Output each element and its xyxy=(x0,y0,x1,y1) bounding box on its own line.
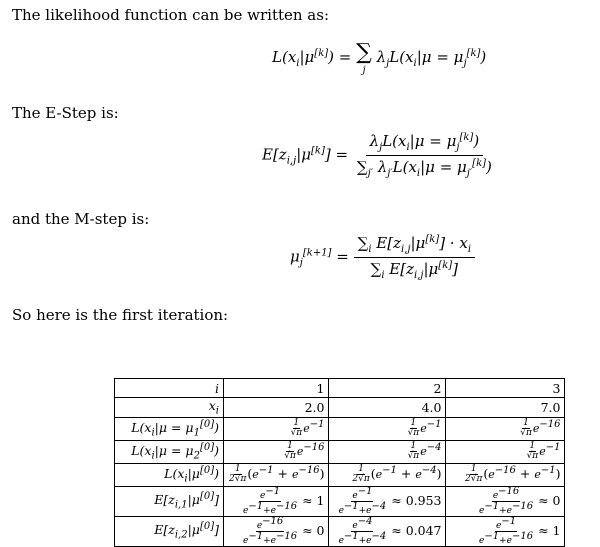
table-cell: $\frac{1}{2√\pi}$ $(e^{-16} + e^{-1})$ xyxy=(446,463,565,486)
mstep-intro: and the M-step is: xyxy=(12,210,150,228)
first-iteration-intro: So here is the first iteration: xyxy=(12,306,229,324)
table-cell: 2 xyxy=(329,379,446,398)
row-label-e2: $E[z_{i,2}|\mu[0]]$ xyxy=(115,516,224,546)
table-row xyxy=(115,486,565,516)
estep-equation: $E[z_{i,j}|\mu[k]]$ = $\frac{\lambda_jL(x_i|\mu = \mu_j^{[k]})}{\sum_{j'} \lambda_{j'}L(x_i|\mu = \mu_{j'}^{[k]})}$ xyxy=(262,132,492,179)
table-value: ≈ 0 xyxy=(302,522,325,538)
table-row xyxy=(115,440,565,463)
table-cell: $\frac{e^{-1}}{e^{-1}+e^{-16}}$ ≈ 1 xyxy=(224,486,329,516)
table-cell: $\frac{e^{-1}}{e^{-1}+e^{-16}}$ ≈ 1 xyxy=(446,516,565,546)
table-row xyxy=(115,463,565,486)
row-label-likelihood-2: $L(x_i|\mu = \mu_2[0])$ xyxy=(115,440,224,463)
table-value: ≈ 0 xyxy=(538,492,561,508)
table-cell: 7.0 xyxy=(446,398,565,418)
mstep-equation: $\mu_j[k+1]$ = $\frac{\sum_i E[z_{i,j}|\mu^{[k]}] \cdot x_i}{\sum_i E[z_{i,j}|\mu^{[k]}]}$ xyxy=(290,234,475,281)
iteration-table xyxy=(114,378,565,547)
table-value: ≈ 0.953 xyxy=(391,492,442,508)
table-cell: $\frac{1}{√\pi}$ $e^{-4}$ xyxy=(329,440,446,463)
table-cell: $\frac{1}{2√\pi}$ $(e^{-1} + e^{-16})$ xyxy=(224,463,329,486)
table-cell: 4.0 xyxy=(329,398,446,418)
table-cell: $\frac{e^{-16}}{e^{-1}+e^{-16}}$ ≈ 0 xyxy=(446,486,565,516)
table-cell: $\frac{1}{√\pi}$ $e^{-16}$ xyxy=(446,417,565,440)
table-cell: $\frac{1}{2√\pi}$ $(e^{-1} + e^{-4})$ xyxy=(329,463,446,486)
table-value: ≈ 1 xyxy=(302,492,325,508)
row-label-e1: $E[z_{i,1}|\mu[0]]$ xyxy=(115,486,224,516)
likelihood-equation: $L(x_i|\mu[k])$ = ∑ j $\lambda_jL(x_i|\mu = \mu_j[k])$ xyxy=(272,40,487,76)
table-value: ≈ 0.047 xyxy=(391,522,442,538)
table-cell: $\frac{1}{√\pi}$ $e^{-1}$ xyxy=(224,417,329,440)
table-cell: $\frac{e^{-4}}{e^{-1}+e^{-4}}$ ≈ 0.047 xyxy=(329,516,446,546)
likelihood-intro: The likelihood function can be written as: xyxy=(12,6,329,24)
table-cell: $\frac{e^{-16}}{e^{-1}+e^{-16}}$ ≈ 0 xyxy=(224,516,329,546)
row-label-marginal: $L(x_i|\mu[0])$ xyxy=(115,463,224,486)
table-cell: 2.0 xyxy=(224,398,329,418)
table-cell: 3 xyxy=(446,379,565,398)
table-row xyxy=(115,379,565,398)
row-label-likelihood-1: $L(x_i|\mu = \mu_1[0])$ xyxy=(115,417,224,440)
row-label-x: $x_i$ xyxy=(115,398,224,418)
table-value: ≈ 1 xyxy=(538,522,561,538)
table-row xyxy=(115,398,565,418)
table-cell: $\frac{e^{-1}}{e^{-1}+e^{-4}}$ ≈ 0.953 xyxy=(329,486,446,516)
table-row xyxy=(115,417,565,440)
table-cell: 1 xyxy=(224,379,329,398)
table-cell: $\frac{1}{√\pi}$ $e^{-1}$ xyxy=(446,440,565,463)
table-cell: $\frac{1}{√\pi}$ $e^{-1}$ xyxy=(329,417,446,440)
table-row xyxy=(115,516,565,546)
estep-intro: The E-Step is: xyxy=(12,104,119,122)
table-cell: $\frac{1}{√\pi}$ $e^{-16}$ xyxy=(224,440,329,463)
row-label-i: i xyxy=(115,379,224,398)
